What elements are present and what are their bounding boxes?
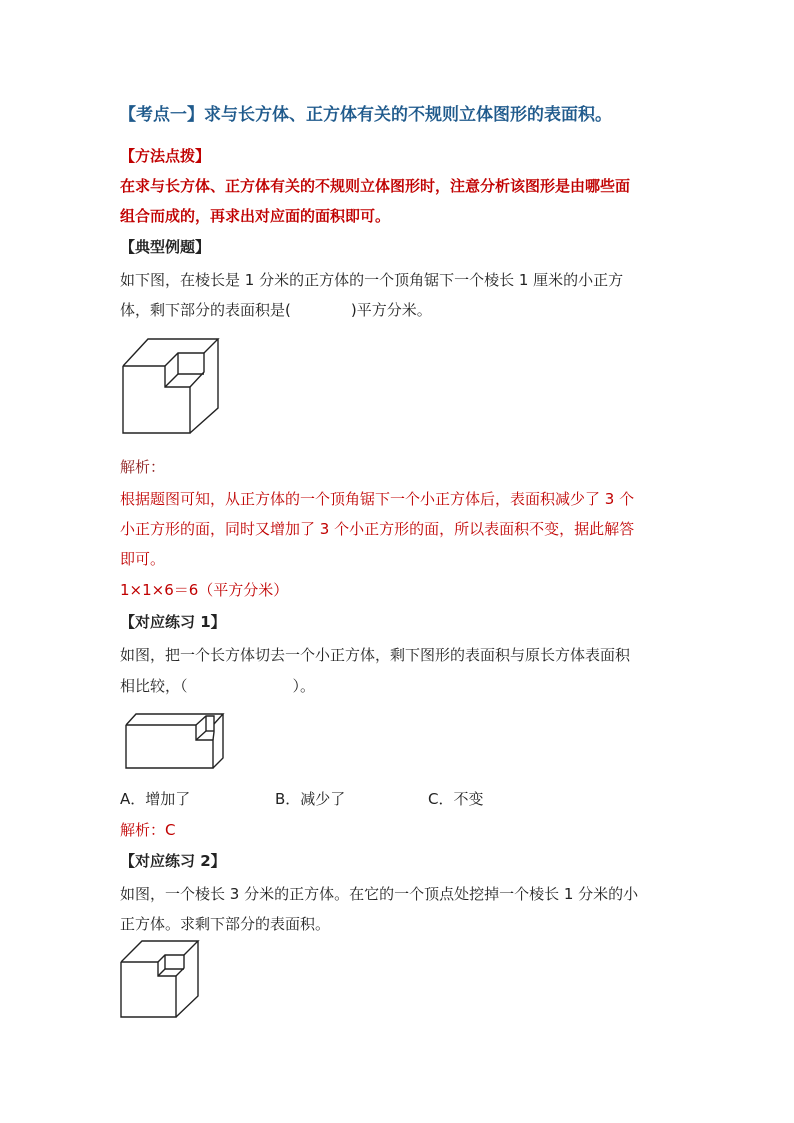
example-analysis-line-3: 即可。 xyxy=(120,550,166,568)
example-heading: 【典型例题】 xyxy=(120,238,211,256)
practice1-option-b: B．减少了 xyxy=(275,790,346,808)
example-question-line-2: 体，剩下部分的表面积是( )平方分米。 xyxy=(120,301,432,319)
example-analysis-label: 解析： xyxy=(120,458,166,476)
method-text-line-2: 组合而成的，再求出对应面的面积即可。 xyxy=(120,207,391,225)
practice1-question-line-1: 如图，把一个长方体切去一个小正方体，剩下图形的表面积与原长方体表面积 xyxy=(120,646,631,664)
practice2-question-line-2: 正方体。求剩下部分的表面积。 xyxy=(120,915,331,933)
method-heading: 【方法点拨】 xyxy=(120,147,211,165)
example-analysis-line-1: 根据题图可知，从正方体的一个顶角锯下一个小正方体后，表面积减少了 3 个 xyxy=(120,490,635,508)
practice2-heading: 【对应练习 2】 xyxy=(120,852,226,870)
example-formula: 1×1×6＝6（平方分米） xyxy=(120,581,289,599)
section-title: 【考点一】求与长方体、正方体有关的不规则立体图形的表面积。 xyxy=(119,105,612,125)
practice1-option-a: A．增加了 xyxy=(120,790,191,808)
practice1-question-line-2: 相比较，（ ）。 xyxy=(120,677,316,695)
practice1-heading: 【对应练习 1】 xyxy=(120,613,226,631)
cube-notch-figure-small xyxy=(118,938,202,1020)
practice1-option-c: C．不变 xyxy=(428,790,484,808)
example-analysis-line-2: 小正方形的面，同时又增加了 3 个小正方形的面，所以表面积不变，据此解答 xyxy=(120,520,635,538)
practice1-answer: 解析：C xyxy=(120,821,176,839)
method-text-line-1: 在求与长方体、正方体有关的不规则立体图形时，注意分析该图形是由哪些面 xyxy=(120,177,631,195)
cube-notch-figure xyxy=(120,336,222,436)
cuboid-notch-figure xyxy=(122,711,226,771)
practice2-question-line-1: 如图，一个棱长 3 分米的正方体。在它的一个顶点处挖掉一个棱长 1 分米的小 xyxy=(120,885,639,903)
example-question-line-1: 如下图，在棱长是 1 分米的正方体的一个顶角锯下一个棱长 1 厘米的小正方 xyxy=(120,271,624,289)
